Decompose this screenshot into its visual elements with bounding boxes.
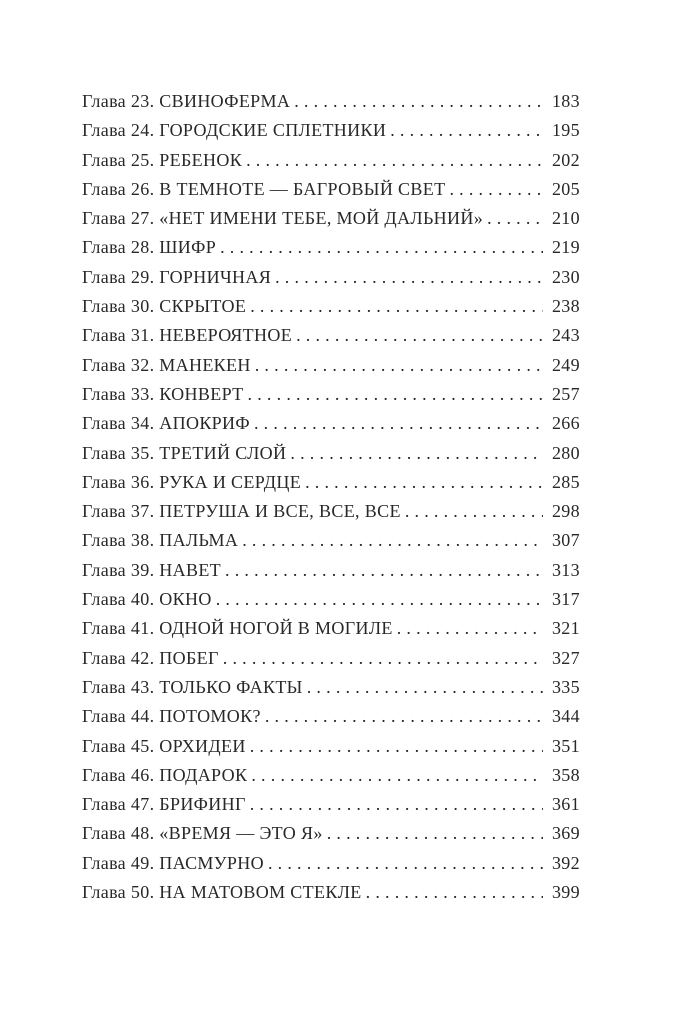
toc-entry-label: Глава 31. НЕВЕРОЯТНОЕ [82,325,293,346]
toc-entry [82,732,580,761]
toc-entry [82,819,580,848]
dot-leader [223,644,543,673]
toc-entry-page-number: 249 [551,354,580,375]
dot-leader [449,175,542,204]
toc-entry-label: Глава 24. ГОРОДСКИЕ СПЛЕТНИКИ [82,120,387,141]
toc-entry-page-number: 266 [551,413,580,434]
toc-entry-label: Глава 35. ТРЕТИЙ СЛОЙ [82,442,287,463]
toc-entry-label: Глава 46. ПОДАРОК [82,764,248,785]
toc-entry-label: Глава 23. СВИНОФЕРМА [82,91,291,111]
toc-entry [82,878,580,907]
toc-entry-label: Глава 33. КОНВЕРТ [82,383,244,404]
toc-entry [82,116,580,145]
toc-entry [82,614,580,643]
dot-leader [390,116,543,145]
toc-entry-page-number: 321 [551,618,580,639]
toc-entry-page-number: 257 [551,383,580,404]
toc-entry [82,263,580,292]
dot-leader [265,702,543,731]
toc-entry-label: Глава 50. НА МАТОВОМ СТЕКЛЕ [82,882,362,903]
toc-entry-page-number: 219 [551,237,580,258]
toc-entry [82,321,580,350]
dot-leader [250,292,543,321]
dot-leader [254,409,543,438]
toc-entry [82,585,580,614]
dot-leader [225,556,543,585]
dot-leader [220,233,543,262]
toc-entry [82,849,580,878]
dot-leader [296,321,543,350]
toc-entry-label: Глава 42. ПОБЕГ [82,647,219,668]
toc-entry-page-number: 399 [551,882,580,903]
toc-entry-label: Глава 41. ОДНОЙ НОГОЙ В МОГИЛЕ [82,618,393,639]
toc-entry-label: Глава 43. ТОЛЬКО ФАКТЫ [82,676,303,697]
toc-entry-label: Глава 40. ОКНО [82,589,212,610]
dot-leader [307,673,543,702]
toc-entry-label: Глава 48. «ВРЕМЯ — ЭТО Я» [82,823,323,844]
toc-entry-page-number: 335 [551,676,580,697]
toc-entry-label: Глава 49. ПАСМУРНО [82,852,264,873]
toc-entry-page-number: 351 [551,735,580,756]
toc-entry [82,351,580,380]
toc-entry-label: Глава 28. ШИФР [82,237,217,258]
toc-entry-label: Глава 44. ПОТОМОК? [82,706,261,727]
toc-entry [82,87,580,116]
toc-entry-page-number: 210 [551,208,580,229]
dot-leader [250,790,543,819]
toc-entry [82,292,580,321]
dot-leader [268,849,543,878]
toc-entry-page-number: 361 [551,794,580,815]
toc-entry [82,556,580,585]
dot-leader [242,526,543,555]
toc-entry-page-number: 230 [551,266,580,287]
toc-entry [82,644,580,673]
toc-entry [82,761,580,790]
toc-entry [82,233,580,262]
dot-leader [305,468,543,497]
toc-entry-label: Глава 45. ОРХИДЕИ [82,735,246,756]
dot-leader [366,878,543,907]
toc-entry-label: Глава 27. «НЕТ ИМЕНИ ТЕБЕ, МОЙ ДАЛЬНИЙ» [82,208,484,229]
dot-leader [397,614,543,643]
dot-leader [275,263,543,292]
toc-entry-page-number: 298 [551,501,580,522]
toc-entry-label: Глава 37. ПЕТРУША И ВСЕ, ВСЕ, ВСЕ [82,501,401,522]
toc-entry [82,204,580,233]
toc-entry-label: Глава 47. БРИФИНГ [82,794,246,815]
toc-entry-page-number: 238 [551,296,580,317]
dot-leader [327,819,543,848]
toc-entry-label: Глава 25. РЕБЕНОК [82,149,243,170]
toc-entry-label: Глава 39. НАВЕТ [82,559,222,580]
toc-entry-page-number: 327 [551,647,580,668]
toc-entry-label: Глава 36. РУКА И СЕРДЦЕ [82,471,302,492]
toc-entry [82,409,580,438]
toc-entry-page-number: 369 [551,823,580,844]
toc-entry-page-number: 280 [551,442,580,463]
toc-entry-page-number: 392 [551,852,580,873]
dot-leader [250,732,543,761]
toc-entry [82,175,580,204]
toc-entry-page-number: 202 [551,149,580,170]
toc-entry [82,673,580,702]
table-of-contents [82,87,580,907]
toc-entry-page-number: 205 [551,178,580,199]
dot-leader [246,146,543,175]
dot-leader [248,380,543,409]
toc-entry-page-number: 285 [551,471,580,492]
dot-leader [251,761,543,790]
dot-leader [294,87,543,116]
dot-leader [487,204,543,233]
toc-entry [82,497,580,526]
dot-leader [405,497,543,526]
toc-entry-page-number: 195 [551,120,580,141]
toc-entry-page-number: 307 [551,530,580,551]
toc-entry [82,146,580,175]
toc-entry [82,526,580,555]
toc-entry [82,468,580,497]
dot-leader [290,439,543,468]
toc-entry-page-number: 358 [551,764,580,785]
toc-entry-label: Глава 26. В ТЕМНОТЕ — БАГРОВЫЙ СВЕТ [82,178,446,199]
toc-entry-label: Глава 32. МАНЕКЕН [82,354,251,375]
dot-leader [216,585,543,614]
toc-entry-page-number: 344 [551,706,580,727]
toc-entry [82,790,580,819]
toc-entry [82,702,580,731]
toc-entry-page-number: 313 [551,559,580,580]
dot-leader [255,351,543,380]
toc-entry-label: Глава 34. АПОКРИФ [82,413,250,434]
toc-entry-page-number: 243 [551,325,580,346]
toc-entry-label: Глава 29. ГОРНИЧНАЯ [82,266,272,287]
toc-entry-page-number: 183 [551,91,580,111]
toc-entry-page-number: 317 [551,589,580,610]
toc-entry-label: Глава 38. ПАЛЬМА [82,530,239,551]
toc-entry [82,439,580,468]
toc-entry [82,380,580,409]
toc-entry-label: Глава 30. СКРЫТОЕ [82,296,247,317]
